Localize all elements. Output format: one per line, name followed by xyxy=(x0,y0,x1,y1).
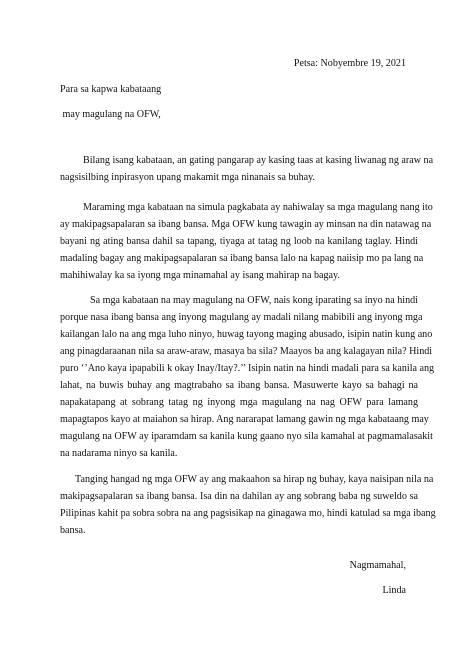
paragraph-2-line: Maraming mga kabataan na simula pagkabata ay nahiwalay sa mga magulang nang ito xyxy=(83,202,433,213)
paragraph-3-line: porque nasa ibang bansa ang inyong magulang ay madali nilang mabibili ang inyong mga xyxy=(60,312,423,323)
paragraph-3-line: ang pinagdaraanan nila sa araw-araw, masaya ba sila? Maayos ba ang kalagayan nila? Hindi xyxy=(60,346,433,357)
paragraph-1-line: Bilang isang kabataan, an gating pangarap ay kasing taas at kasing liwanag ng araw na xyxy=(83,155,434,166)
paragraph-1-line: nagsisilbing inpirasyon upang makamit mga ninanais sa buhay. xyxy=(60,172,316,183)
paragraph-4-line: bansa. xyxy=(60,525,86,536)
paragraph-3-line: magulang na OFW ay iparamdam sa kanila kung gaano nyo sila kamahal at pagmamalasakit xyxy=(60,431,433,442)
paragraph-3-line: mapagtapos kayo at maiahon sa hirap. Ang nararapat lamang gawin ng mga kabataang may xyxy=(60,414,429,425)
paragraph-2-line: ay makipagsapalaran sa ibang bansa. Mga OFW kung tawagin ay minsan na din natawag na xyxy=(60,219,432,230)
paragraph-4-line: makipagsapalaran sa ibang bansa. Isa din na dahilan ay ang sobrang baba ng suweldo sa xyxy=(60,491,418,502)
paragraph-2-line: mahihiwalay ka sa iyong mga minamahal ay isang mahirap na bagay. xyxy=(60,270,340,281)
letter-date: Petsa: Nobyembre 19, 2021 xyxy=(293,58,406,69)
signature: Linda xyxy=(382,585,406,596)
paragraph-4-line: Pilipinas kahit pa sobra sobra na ang pagsisikap na ginagawa mo, hindi katulad sa mga ibang xyxy=(60,508,436,519)
paragraph-2-line: madaling bagay ang makipagsapalaran sa ibang bansa lalo na kapag naiisip mo pa lang na xyxy=(60,253,424,264)
salutation-line-2: may magulang na OFW, xyxy=(60,109,161,120)
paragraph-3-line: kailangan lalo na ang mga luho ninyo, huwag tayong maging abusado, isipin natin kung ano xyxy=(60,329,433,340)
paragraph-3-line: lahat, na buwis buhay ang magtrabaho sa ibang bansa. Masuwerte kayo sa bahagi na xyxy=(60,380,418,391)
salutation-line-1: Para sa kapwa kabataang xyxy=(60,84,162,95)
paragraph-3-line: puro ‘’Ano kaya ipapabili k okay Inay/Itay?.’’ Isipin natin na hindi madali para sa kanila ang xyxy=(60,363,435,374)
paragraph-2-line: bayani ng ating bansa dahil sa tapang, tiyaga at tatag ng loob na kanilang taglay. Hindi xyxy=(60,236,418,247)
paragraph-3-line: napakatapang at sobrang tatag ng inyong mga magulang na nag OFW para lamang xyxy=(60,397,418,408)
paragraph-3-line: Sa mga kabataan na may magulang na OFW, nais kong iparating sa inyo na hindi xyxy=(90,295,418,306)
paragraph-4-line: Tanging hangad ng mga OFW ay ang makaahon sa hirap ng buhay, kaya naisipan nila na xyxy=(75,474,434,485)
closing: Nagmamahal, xyxy=(349,560,406,571)
paragraph-3-line: na nadarama ninyo sa kanila. xyxy=(60,448,178,459)
